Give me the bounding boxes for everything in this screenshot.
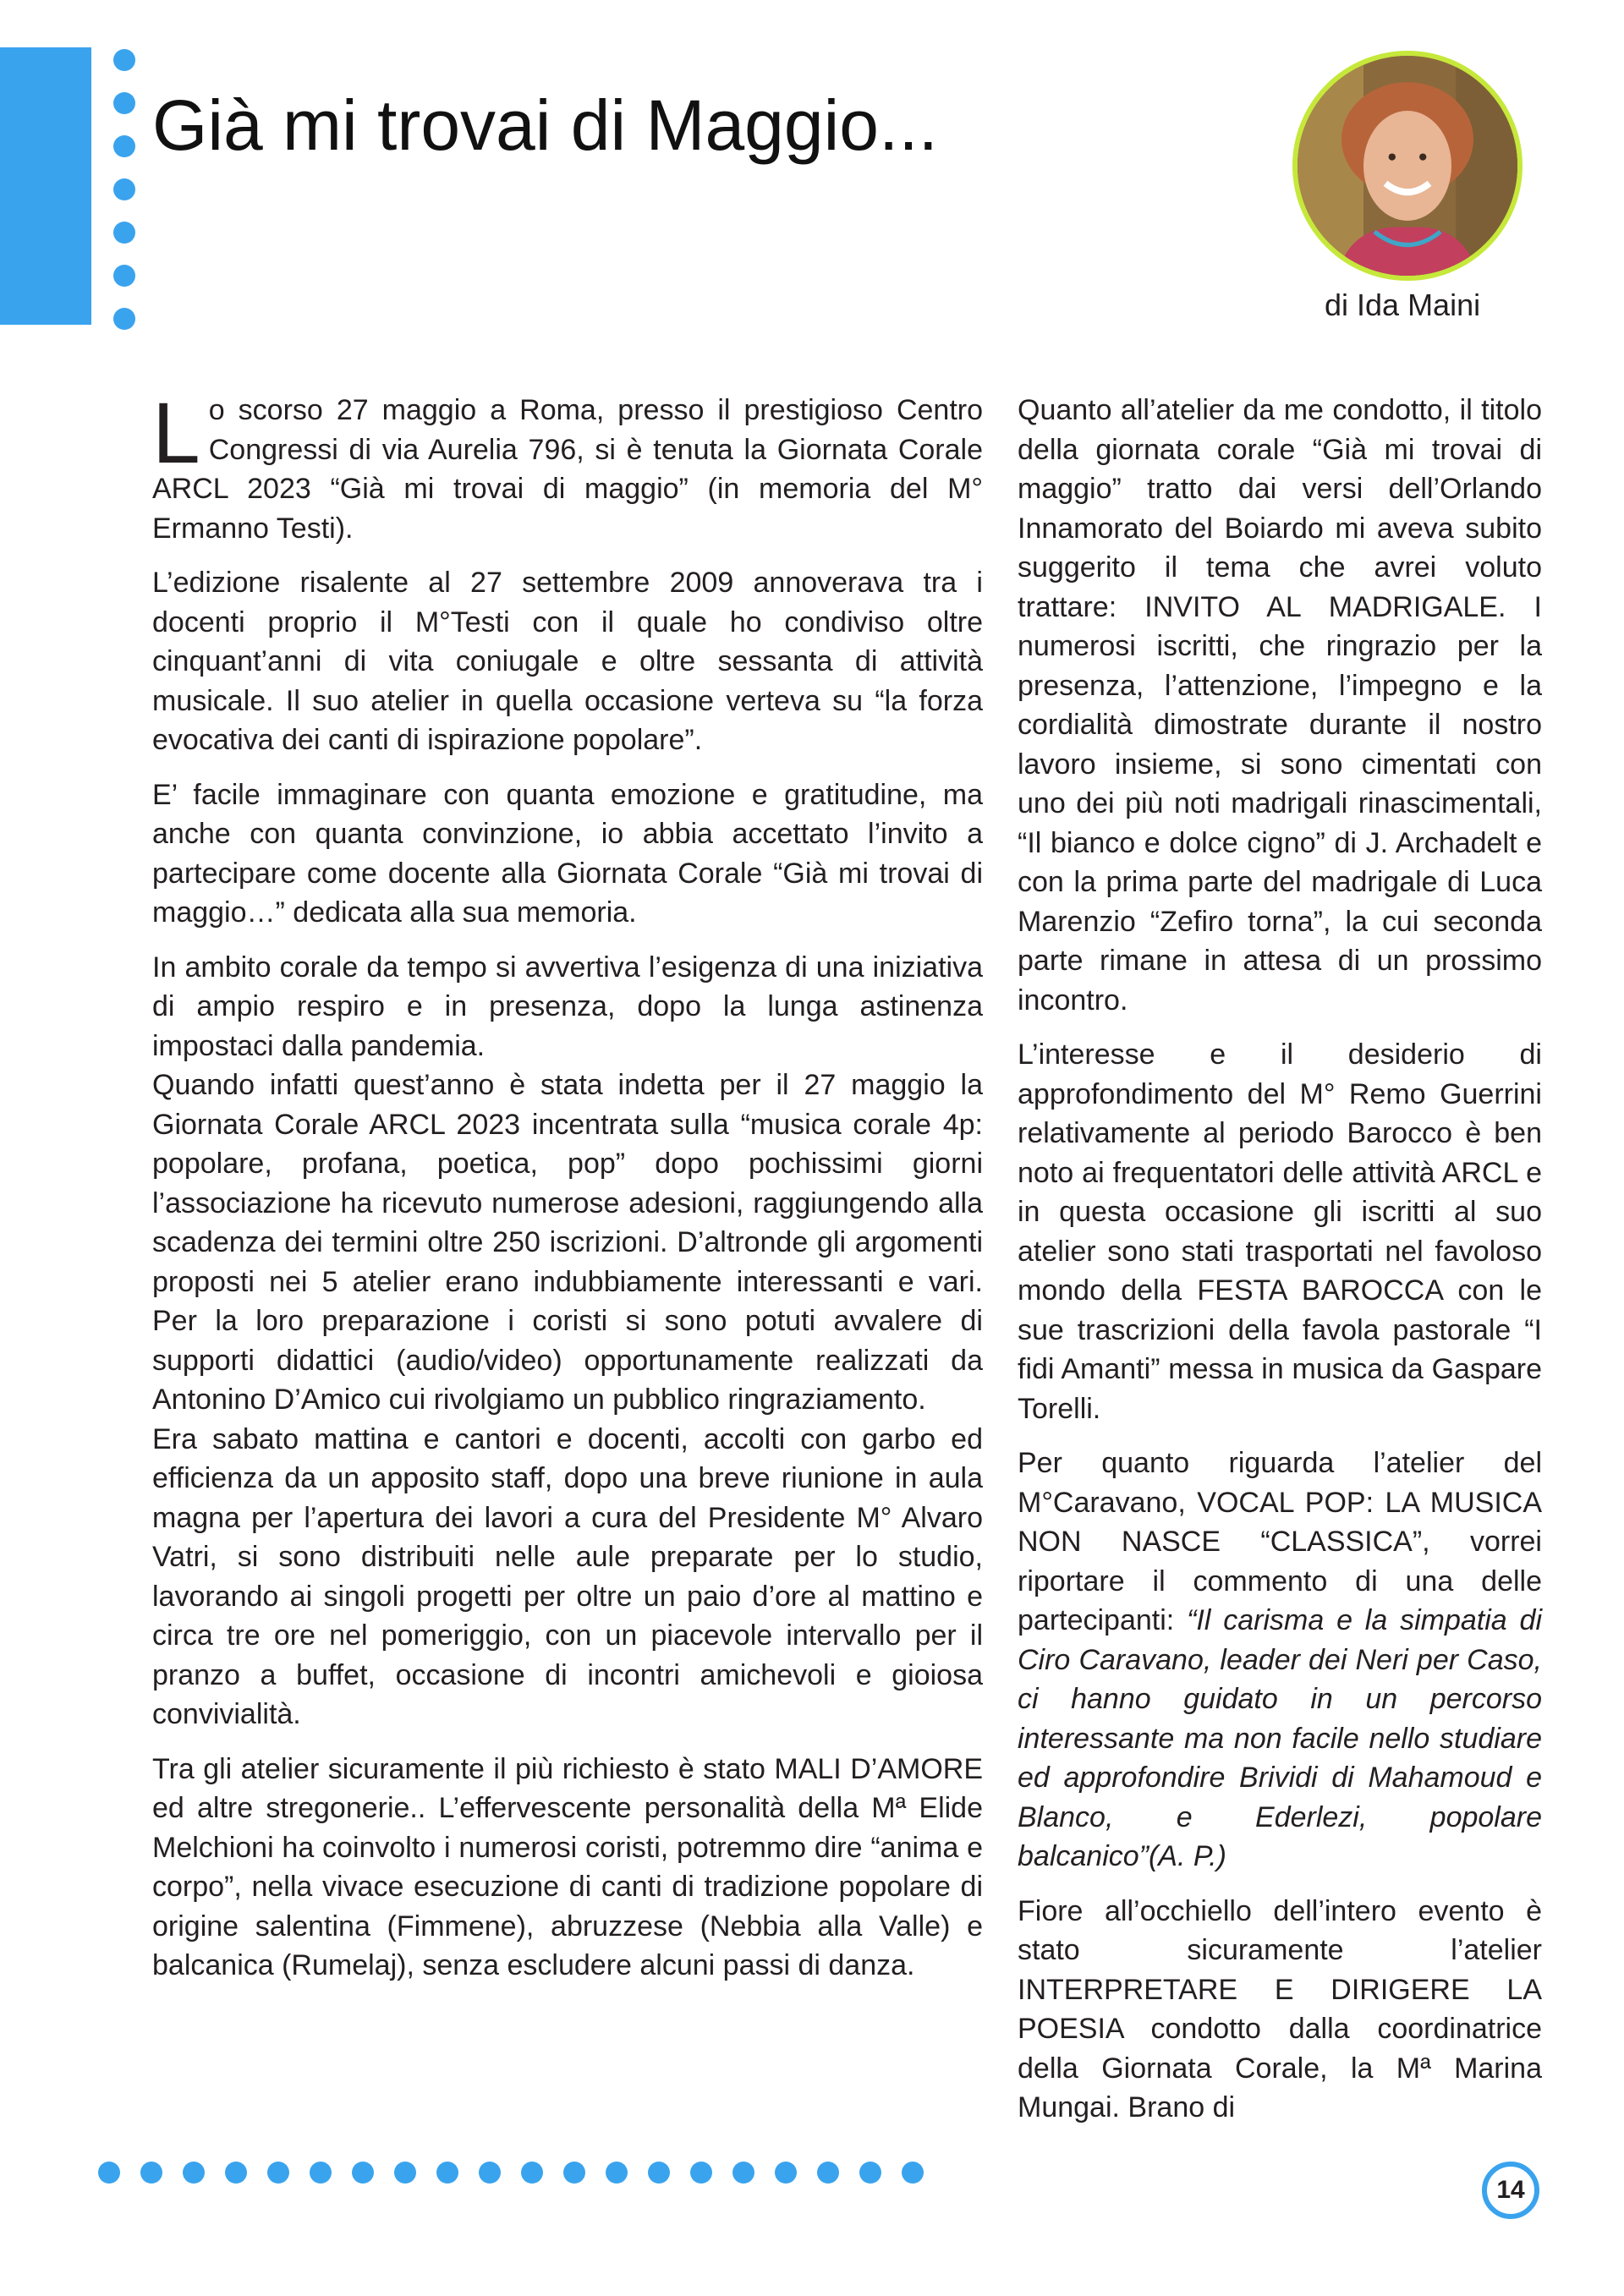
left-column: [152, 385, 983, 2001]
author-portrait-icon: [1298, 56, 1517, 276]
author-photo: [1292, 51, 1522, 281]
paragraph: E’ facile immaginare con quanta emozione e gratitudine, ma anche con quanta convinzione, io abbia accettato l’invito a partecipare come docente alla Giornata Corale “Già mi trovai di maggio…” dedicata alla sua memoria.: [152, 778, 983, 929]
paragraph: L’edizione risalente al 27 settembre 2009 annoverava tra i docenti proprio il M°Testi con il quale ho condiviso oltre cinquant’anni di vita coniugale e oltre sessanta di attività musicale. Il suo atelier in quella occasione verteva su “la forza evocativa dei canti di ispirazione popolare”.: [152, 567, 983, 756]
paragraph: Per quanto riguarda l’atelier del M°Caravano, VOCAL POP: LA MUSICA NON NASCE “CLASSICA”, vorrei riportare il commento di una delle partecipanti: “Il carisma e la simpatia di Ciro Caravano, leader dei Neri per Caso, ci hanno guidato in un percorso interessante ma non facile nello studiare ed approfondire Brividi di Mahamoud e Blanco, e Ederlezi, popolare balcanico”(A. P.): [1018, 1447, 1542, 1872]
paragraph: In ambito corale da tempo si avvertiva l’esigenza di una iniziativa di ampio respiro e in presenza, dopo la lunga astinenza impostaci dalla pandemia.: [152, 951, 983, 1062]
quote: “Il carisma e la simpatia di Ciro Caravano, leader dei Neri per Caso, ci hanno guidato in un percorso interessante ma non facile nello studiare ed approfondire Brividi di Mahamoud e Blanco, e Ederlezi, popolare balcanico”(A. P.): [1018, 1604, 1542, 1872]
header-color-block: [0, 47, 91, 325]
paragraph: Quando infatti quest’anno è stata indetta per il 27 maggio la Giornata Corale ARCL 2023 incentrata sulla “musica corale 4p: popolare, profana, poetica, pop” dopo pochissimi giorni l’associazione ha ricevuto numerose adesioni, raggiungendo alla scadenza dei termini oltre 250 iscrizioni. D’altronde gli argomenti proposti nei 5 atelier erano indubbiamente interessanti e vari. Per la loro preparazione i coristi si sono potuti avvalere di supporti didattici (audio/video) opportunamente realizzati da Antonino D’Amico cui rivolgiamo un pubblico ringraziamento.: [152, 1069, 983, 1416]
paragraph: Lo scorso 27 maggio a Roma, presso il prestigioso Centro Congressi di via Aurelia 796, si è tenuta la Giornata Corale ARCL 2023 “Già mi trovai di maggio” (in memoria del M° Ermanno Testi).: [152, 385, 983, 545]
paragraph: Tra gli atelier sicuramente il più richiesto è stato MALI D’AMORE ed altre stregonerie.. L’effervescente personalità della Mª Elide Melchioni ha coinvolto i numerosi coristi, potremmo dire “anima e corpo”, nella vivace esecuzione di canti di tradizione popolare di origine salentina (Fimmene), abruzzese (Nebbia alla Valle) e balcanica (Rumelaj), senza escludere alcuni passi di danza.: [152, 1752, 983, 1981]
paragraph: L’interesse e il desiderio di approfondimento del M° Remo Guerrini relativamente al periodo Barocco è ben noto ai frequentatori delle attività ARCL e in questa occasione gli iscritti al suo atelier sono stati trasportati nel favoloso mondo della FESTA BAROCCA con le sue trascrizioni della favola pastorale “I fidi Amanti” messa in musica da Gaspare Torelli.: [1018, 1038, 1542, 1425]
article-title: Già mi trovai di Maggio...: [152, 85, 939, 165]
right-column: [1018, 391, 1542, 2143]
paragraph: Era sabato mattina e cantori e docenti, accolti con garbo ed efficienza da un apposito staff, dopo una breve riunione in aula magna per l’apertura dei lavori a cura del Presidente M° Alvaro Vatri, si sono distribuiti nelle aule preparate per lo studio, lavorando ai singoli progetti per oltre un paio d’ore al mattino e circa tre ore nel pomeriggio, con un piacevole intervallo per il pranzo a buffet, occasione di incontri amichevoli e gioiosa convivialità.: [152, 1422, 983, 1730]
paragraph: Quanto all’atelier da me condotto, il titolo della giornata corale “Già mi trovai di maggio” tratto dai versi dell’Orlando Innamorato del Boiardo mi aveva subito suggerito il tema che avrei voluto trattare: INVITO AL MADRIGALE. I numerosi iscritti, che ringrazio per la presenza, l’attenzione, l’impegno e la cordialità dimostrate durante il nostro lavoro insieme, si sono cimentati con uno dei più noti madrigali rinascimentali, “Il bianco e dolce cigno” di J. Archadelt e con la prima parte del madrigale di Luca Marenzio “Zefiro torna”, la cui seconda parte rimane in attesa di un prossimo incontro.: [1018, 394, 1542, 1016]
author-byline: di Ida Maini: [1325, 288, 1481, 322]
paragraph: Fiore all’occhiello dell’intero evento è stato sicuramente l’atelier INTERPRETARE E DIRIGERE LA POESIA condotto dalla coordinatrice della Giornata Corale, la Mª Marina Mungai. Brano di: [1018, 1894, 1542, 2123]
drop-cap: L: [152, 385, 200, 481]
horizontal-dot-decoration: [98, 2162, 944, 2185]
vertical-dot-decoration: [113, 49, 139, 351]
page-number: 14: [1482, 2162, 1539, 2219]
